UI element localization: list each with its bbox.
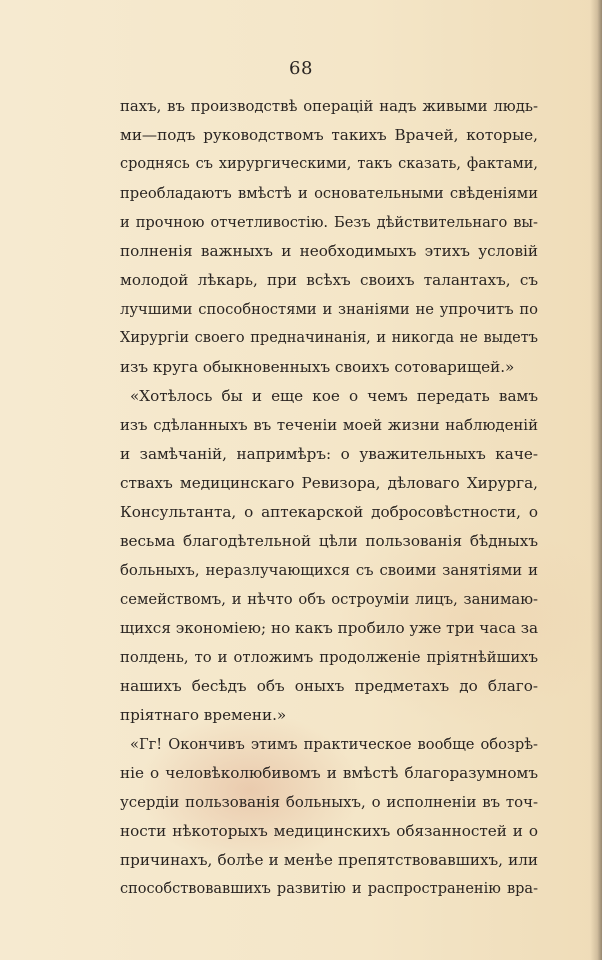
text-line: молодой лѣкарь, при всѣхъ своихъ талантахъ, съ (120, 271, 538, 289)
text-line: ніе о человѣколюбивомъ и вмѣстѣ благоразумномъ (120, 764, 538, 782)
page-number: 68 (289, 58, 313, 79)
text-line: «Хотѣлось бы и еще кое о чемъ передать вамъ (130, 387, 538, 405)
text-line: ми—подъ руководствомъ такихъ Врачей, которые, (120, 126, 538, 144)
text-line: ности нѣкоторыхъ медицинскихъ обязанностей и о (120, 822, 538, 840)
text-line: полдень, то и отложимъ продолженіе пріятнѣйшихъ (120, 649, 538, 666)
text-line: Консультанта, о аптекарской добросовѣстности, о (120, 503, 538, 521)
text-line: изъ сдѣланныхъ въ теченіи моей жизни наблюденій (120, 416, 538, 434)
text-line: больныхъ, неразлучающихся съ своими занятіями и (120, 562, 538, 579)
text-line: способствовавшихъ развитію и распространенію вра- (120, 881, 538, 897)
text-line: нашихъ бесѣдъ объ оныхъ предметахъ до благо- (120, 677, 538, 695)
text-line: и замѣчаній, напримѣръ: о уважительныхъ каче- (120, 445, 538, 463)
body-text (120, 92, 538, 904)
text-line: преобладаютъ вмѣстѣ и основательными свѣденіями (120, 185, 538, 202)
text-line: и прочною отчетливостію. Безъ дѣйствительнаго вы- (120, 214, 538, 231)
text-line: сроднясь съ хирургическими, такъ сказать, фактами, (120, 156, 538, 172)
text-line: весьма благодѣтельной цѣли пользованія бѣдныхъ (120, 532, 538, 550)
text-line: лучшими способностями и знаніями не упрочитъ по (120, 301, 538, 318)
text-line: полненія важныхъ и необходимыхъ этихъ условій (120, 242, 538, 260)
text-line: щихся экономіею; но какъ пробило уже три часа за (120, 619, 539, 637)
text-line: семействомъ, и нѣчто объ остроуміи лицъ, занимаю- (120, 591, 538, 608)
text-line: причинахъ, болѣе и менѣе препятствовавшихъ, или (120, 851, 538, 869)
text-line: ствахъ медицинскаго Ревизора, дѣловаго Хирурга, (120, 474, 538, 492)
text-line: изъ круга обыкновенныхъ своихъ сотоварищей.» (120, 358, 515, 376)
page-edge-shadow (590, 0, 602, 960)
text-line: усердіи пользованія больныхъ, о исполненіи въ точ- (120, 793, 538, 811)
text-line: Хирургіи своего предначинанія, и никогда не выдетъ (120, 330, 538, 346)
text-line: пріятнаго времени.» (120, 706, 287, 724)
text-line: пахъ, въ производствѣ операцій надъ живыми людь- (120, 97, 538, 115)
text-line: «Гг! Окончивъ этимъ практическое вообще обозрѣ- (130, 736, 538, 753)
